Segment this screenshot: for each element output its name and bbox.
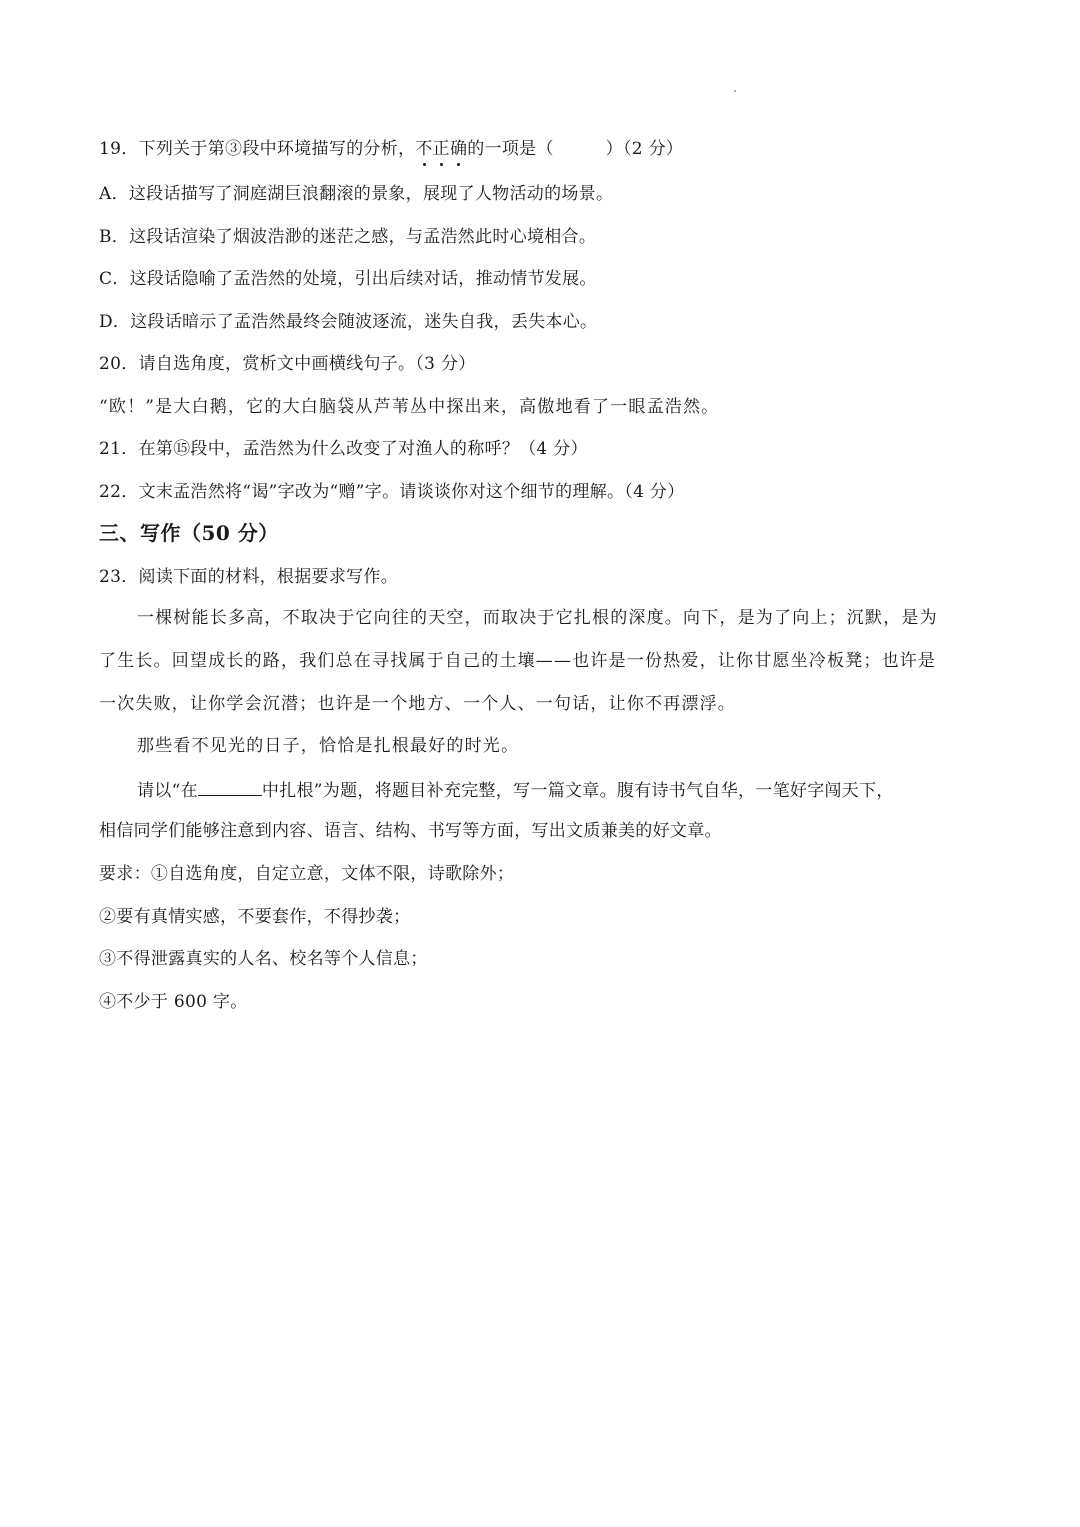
writing-prompt xyxy=(137,777,894,803)
scan-dot xyxy=(734,90,736,92)
option-d: D．这段话暗示了孟浩然最终会随波逐流，迷失自我，丢失本心。 xyxy=(99,312,598,332)
question-19-suffix: 的一项是（ ）（2 分） xyxy=(467,139,684,159)
question-23: 23．阅读下面的材料，根据要求写作。 xyxy=(99,567,399,587)
material-paragraph-2: 那些看不见光的日子，恰恰是扎根最好的时光。 xyxy=(137,736,520,756)
emphasis-char: 正 xyxy=(432,139,450,159)
question-19 xyxy=(99,137,683,161)
writing-prompt-line-2: 相信同学们能够注意到内容、语言、结构、书写等方面，写出文质兼美的好文章。 xyxy=(99,821,722,841)
emphasis-char: 确 xyxy=(449,139,468,159)
requirement-item: 要求：①自选角度，自定立意，文体不限，诗歌除外； xyxy=(99,864,515,884)
material-line: 了生长。回望成长的路，我们总在寻找属于自己的土壤——也许是一份热爱，让你甘愿坐冷板凳；也许是 xyxy=(99,651,937,671)
requirement-item: ③不得泄露真实的人名、校名等个人信息； xyxy=(99,949,428,969)
material-line: 一次失败，让你学会沉潜；也许是一个地方、一个人、一句话，让你不再漂浮。 xyxy=(99,694,736,714)
option-b: B．这段话渲染了烟波浩渺的迷茫之感，与孟浩然此时心境相合。 xyxy=(99,227,597,247)
requirement-item: ②要有真情实感，不要套作，不得抄袭； xyxy=(99,907,411,927)
question-20-quote: “欧！”是大白鹅，它的大白脑袋从芦苇丛中探出来，高傲地看了一眼孟浩然。 xyxy=(99,397,720,417)
title-blank xyxy=(198,777,262,796)
material-line: 一棵树能长多高，不取决于它向往的天空，而取决于它扎根的深度。向下，是为了向上；沉默，是为 xyxy=(137,608,938,628)
prompt-before-blank: 请以“在 xyxy=(137,781,198,801)
option-a: A．这段话描写了洞庭湖巨浪翻滚的景象，展现了人物活动的场景。 xyxy=(99,184,614,204)
option-c: C．这段话隐喻了孟浩然的处境，引出后续对话，推动情节发展。 xyxy=(99,269,597,289)
question-20: 20．请自选角度，赏析文中画横线句子。（3 分） xyxy=(99,354,476,374)
question-19-prefix: 19．下列关于第③段中环境描写的分析， xyxy=(99,139,416,159)
emphasis-char: 不 xyxy=(415,139,433,159)
prompt-after-blank: 中扎根”为题，将题目补充完整，写一篇文章。腹有诗书气自华，一笔好字闯天下， xyxy=(261,781,894,801)
requirement-item: ④不少于 600 字。 xyxy=(99,992,248,1012)
section-title-writing: 三、写作（50 分） xyxy=(99,521,279,545)
question-22: 22．文末孟浩然将“谒”字改为“赠”字。请谈谈你对这个细节的理解。（4 分） xyxy=(99,482,685,502)
question-21: 21．在第⑮段中，孟浩然为什么改变了对渔人的称呼？（4 分） xyxy=(99,439,588,459)
